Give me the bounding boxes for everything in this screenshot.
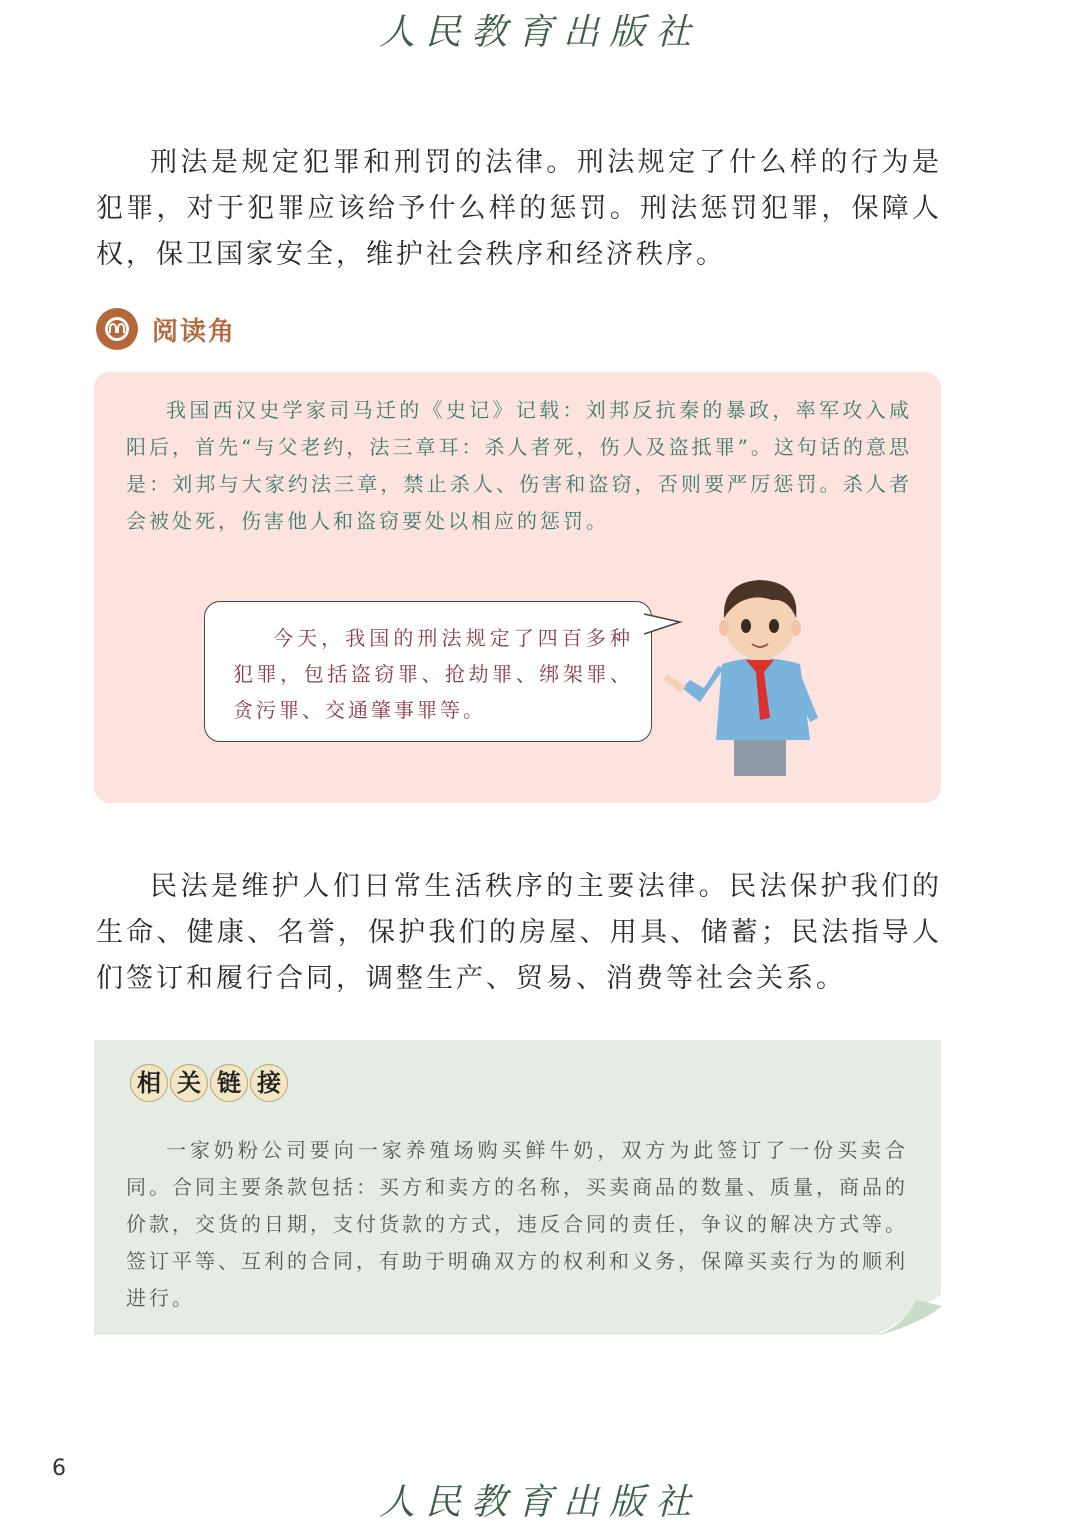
related-link-title [130, 1064, 290, 1102]
related-link-title-char: 接 [250, 1064, 288, 1102]
related-link-title-char: 相 [130, 1064, 168, 1102]
paragraph-civil-law [96, 864, 942, 1002]
boy-illustration [660, 568, 850, 778]
related-link-title-char: 关 [170, 1064, 208, 1102]
reading-corner-header [96, 306, 236, 352]
publisher-watermark-bottom: 人民教育出版社 [378, 1482, 701, 1523]
speech-bubble [204, 601, 652, 742]
reading-corner-icon [96, 308, 138, 350]
page-curl-decoration [876, 1294, 942, 1338]
paragraph-criminal-law-text: 刑法是规定犯罪和刑罚的法律。刑法规定了什么样的行为是犯罪，对于犯罪应该给予什么样的惩罚。刑法惩罚犯罪，保障人权，保卫国家安全，维护社会秩序和经济秩序。 [96, 147, 942, 270]
publisher-watermark-top: 人民教育出版社 [378, 12, 701, 53]
paragraph-civil-law-text: 民法是维护人们日常生活秩序的主要法律。民法保护我们的生命、健康、名誉，保护我们的房屋、用具、储蓄；民法指导人们签订和履行合同，调整生产、贸易、消费等社会关系。 [96, 871, 942, 994]
page-number: 6 [52, 1456, 66, 1481]
related-link-title-char: 链 [210, 1064, 248, 1102]
speech-bubble-text: 今天，我国的刑法规定了四百多种犯罪，包括盗窃罪、抢劫罪、绑架罪、贪污罪、交通肇事罪等。 [233, 626, 633, 722]
paragraph-criminal-law [96, 140, 942, 278]
reading-corner-text: 我国西汉史学家司马迁的《史记》记载：刘邦反抗秦的暴政，率军攻入咸阳后，首先“与父老约，法三章耳：杀人者死，伤人及盗抵罪”。这句话的意思是：刘邦与大家约法三章，禁止杀人、伤害和盗窃，否则要严厉惩罚。杀人者会被处死，伤害他人和盗窃要处以相应的惩罚。 [126, 398, 912, 533]
related-link-box [94, 1040, 941, 1335]
reading-corner-box [94, 372, 941, 803]
related-link-text: 一家奶粉公司要向一家养殖场购买鲜牛奶，双方为此签订了一份买卖合同。合同主要条款包括：买方和卖方的名称，买卖商品的数量、质量，商品的价款，交货的日期，支付货款的方式，违反合同的责任，争议的解决方式等。签订平等、互利的合同，有助于明确双方的权利和义务，保障买卖行为的顺利进行。 [126, 1138, 908, 1310]
reading-corner-title: 阅读角 [152, 316, 237, 347]
